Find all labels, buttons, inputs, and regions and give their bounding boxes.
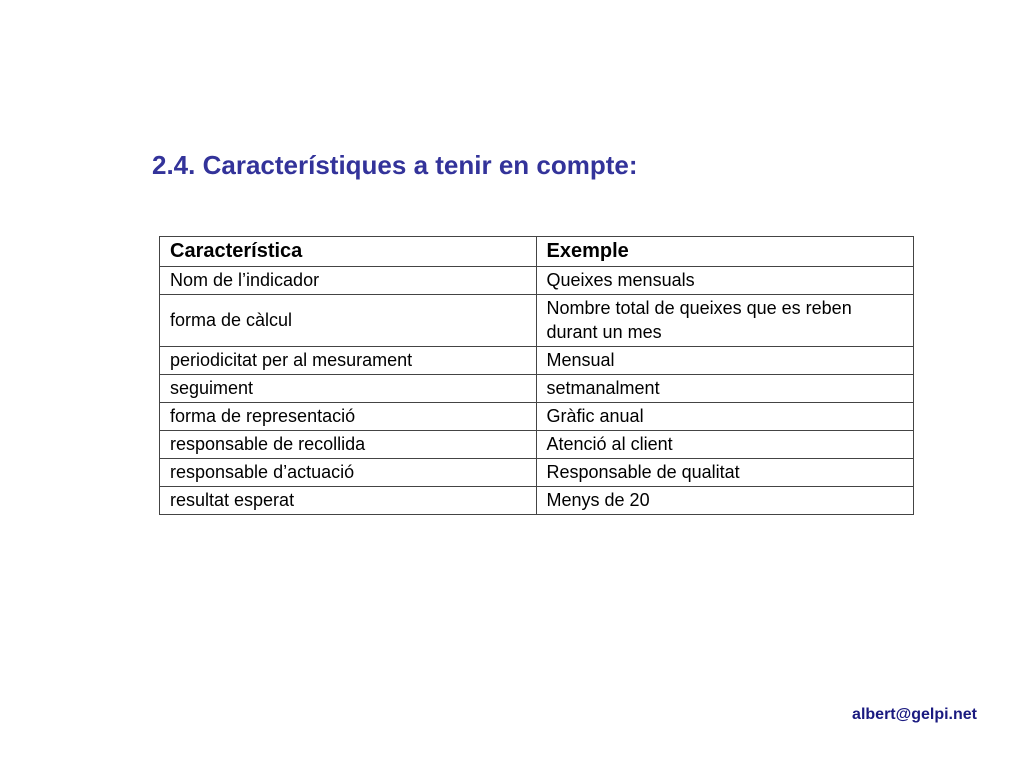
table-cell-characteristic: seguiment <box>160 375 537 403</box>
table-cell-characteristic: responsable d’actuació <box>160 459 537 487</box>
table-cell-example: Atenció al client <box>536 431 913 459</box>
table-cell-example: Menys de 20 <box>536 487 913 515</box>
table-cell-characteristic: forma de representació <box>160 403 537 431</box>
table-cell-characteristic: resultat esperat <box>160 487 537 515</box>
column-header-caracteristica: Característica <box>160 237 537 267</box>
table-cell-example: Responsable de qualitat <box>536 459 913 487</box>
table-cell-characteristic: periodicitat per al mesurament <box>160 347 537 375</box>
table-cell-example: Nombre total de queixes que es reben durant un mes <box>536 295 913 347</box>
table-row <box>160 267 914 295</box>
table-row <box>160 403 914 431</box>
table-cell-example: Gràfic anual <box>536 403 913 431</box>
footer-email: albert@gelpi.net <box>852 706 977 723</box>
table-row <box>160 375 914 403</box>
table-header-row <box>160 237 914 267</box>
slide-title: 2.4. Característiques a tenir en compte: <box>152 150 638 180</box>
table-cell-example: Mensual <box>536 347 913 375</box>
characteristics-table <box>159 236 914 515</box>
table-row <box>160 487 914 515</box>
table-row <box>160 431 914 459</box>
table-row <box>160 459 914 487</box>
table-cell-example: Queixes mensuals <box>536 267 913 295</box>
table-cell-example: setmanalment <box>536 375 913 403</box>
column-header-exemple: Exemple <box>536 237 913 267</box>
table-cell-characteristic: responsable de recollida <box>160 431 537 459</box>
table-cell-characteristic: Nom de l’indicador <box>160 267 537 295</box>
table-row <box>160 295 914 347</box>
table-row <box>160 347 914 375</box>
table-cell-characteristic: forma de càlcul <box>160 295 537 347</box>
